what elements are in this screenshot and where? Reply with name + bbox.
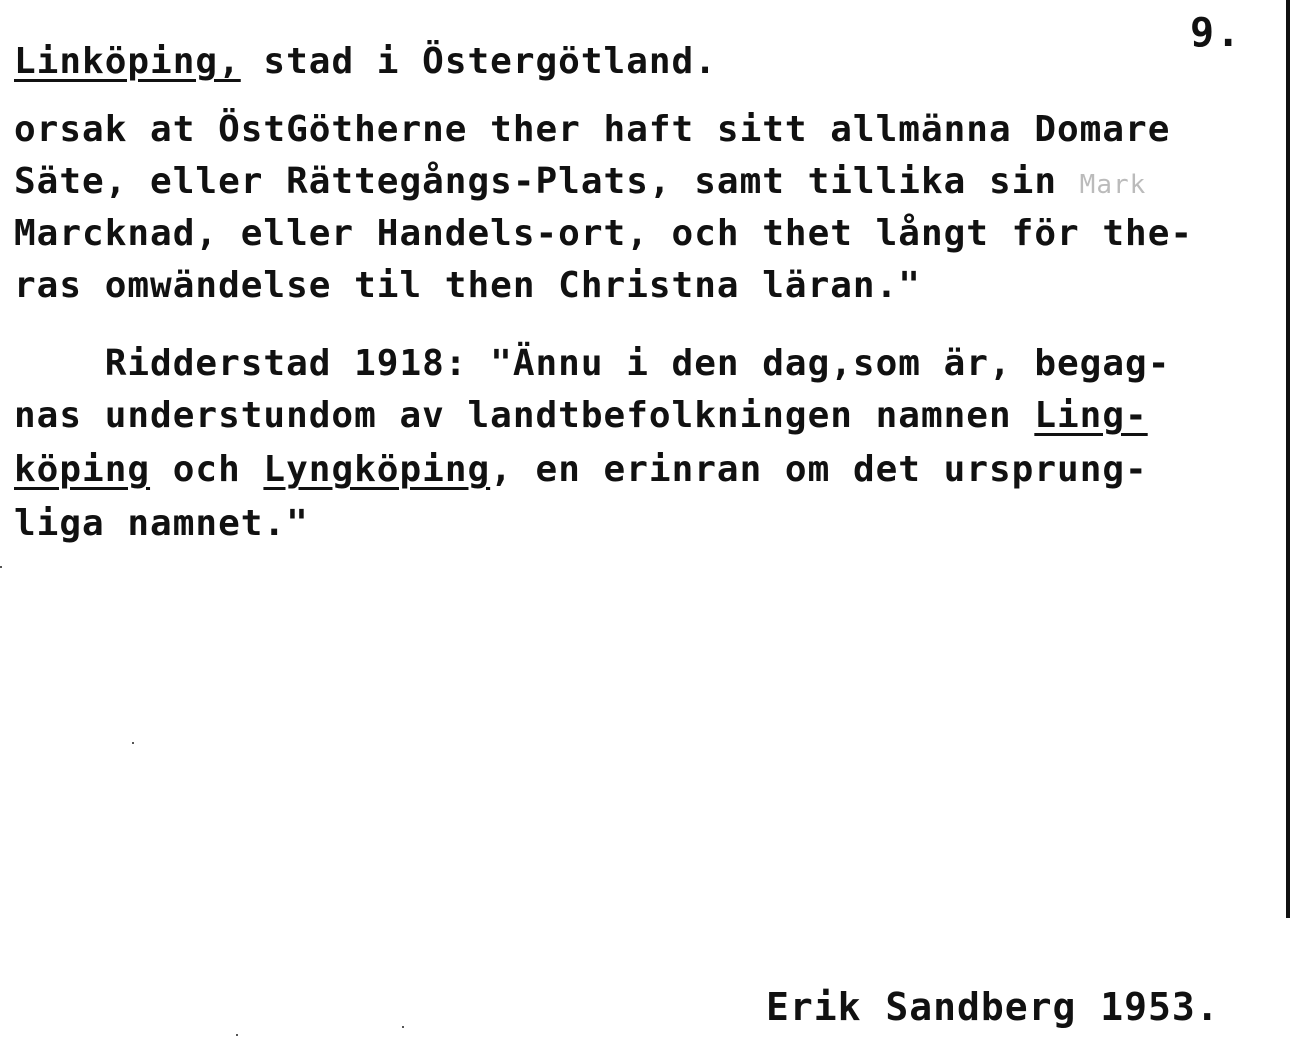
citation-line-1: Ridderstad 1918: "Ännu i den dag,som är, begag- — [14, 343, 1171, 384]
citation-line-2 — [14, 395, 1148, 436]
speck-mark — [132, 742, 134, 744]
page-number: 9. — [1190, 10, 1243, 56]
citation-line-3 — [14, 449, 1148, 490]
heading-place-name: Linköping, — [14, 41, 241, 82]
speck-mark — [236, 1034, 238, 1036]
faint-struck-word: Mark — [1079, 170, 1147, 200]
name-form-lyngkoping: Lyngköping — [263, 449, 491, 490]
heading-rest: stad i Östergötland. — [240, 41, 717, 82]
card-edge-line — [1286, 0, 1290, 918]
name-form-koping: köping — [14, 449, 151, 490]
quote-line-2-text: Säte, eller Rättegångs-Plats, samt tillika sin — [14, 161, 1080, 202]
quote-line-2 — [14, 161, 1147, 202]
citation-line-2-text: nas understundom av landtbefolkningen namnen — [14, 395, 1035, 436]
citation-line-3-conj: och — [150, 449, 264, 490]
citation-line-3-rest: , en erinran om det ursprung- — [490, 449, 1148, 490]
speck-mark — [0, 566, 2, 568]
author-signature: Erik Sandberg 1953. — [766, 985, 1220, 1029]
quote-line-3: Marcknad, eller Handels-ort, och thet långt för the- — [14, 213, 1194, 254]
quote-line-4: ras omwändelse til then Christna läran." — [14, 265, 921, 306]
speck-mark — [402, 1026, 404, 1028]
citation-line-4: liga namnet." — [14, 503, 309, 544]
name-form-ling: Ling- — [1034, 395, 1148, 436]
card-heading — [14, 41, 717, 82]
quote-line-1: orsak at ÖstGötherne ther haft sitt allmänna Domare — [14, 109, 1171, 150]
